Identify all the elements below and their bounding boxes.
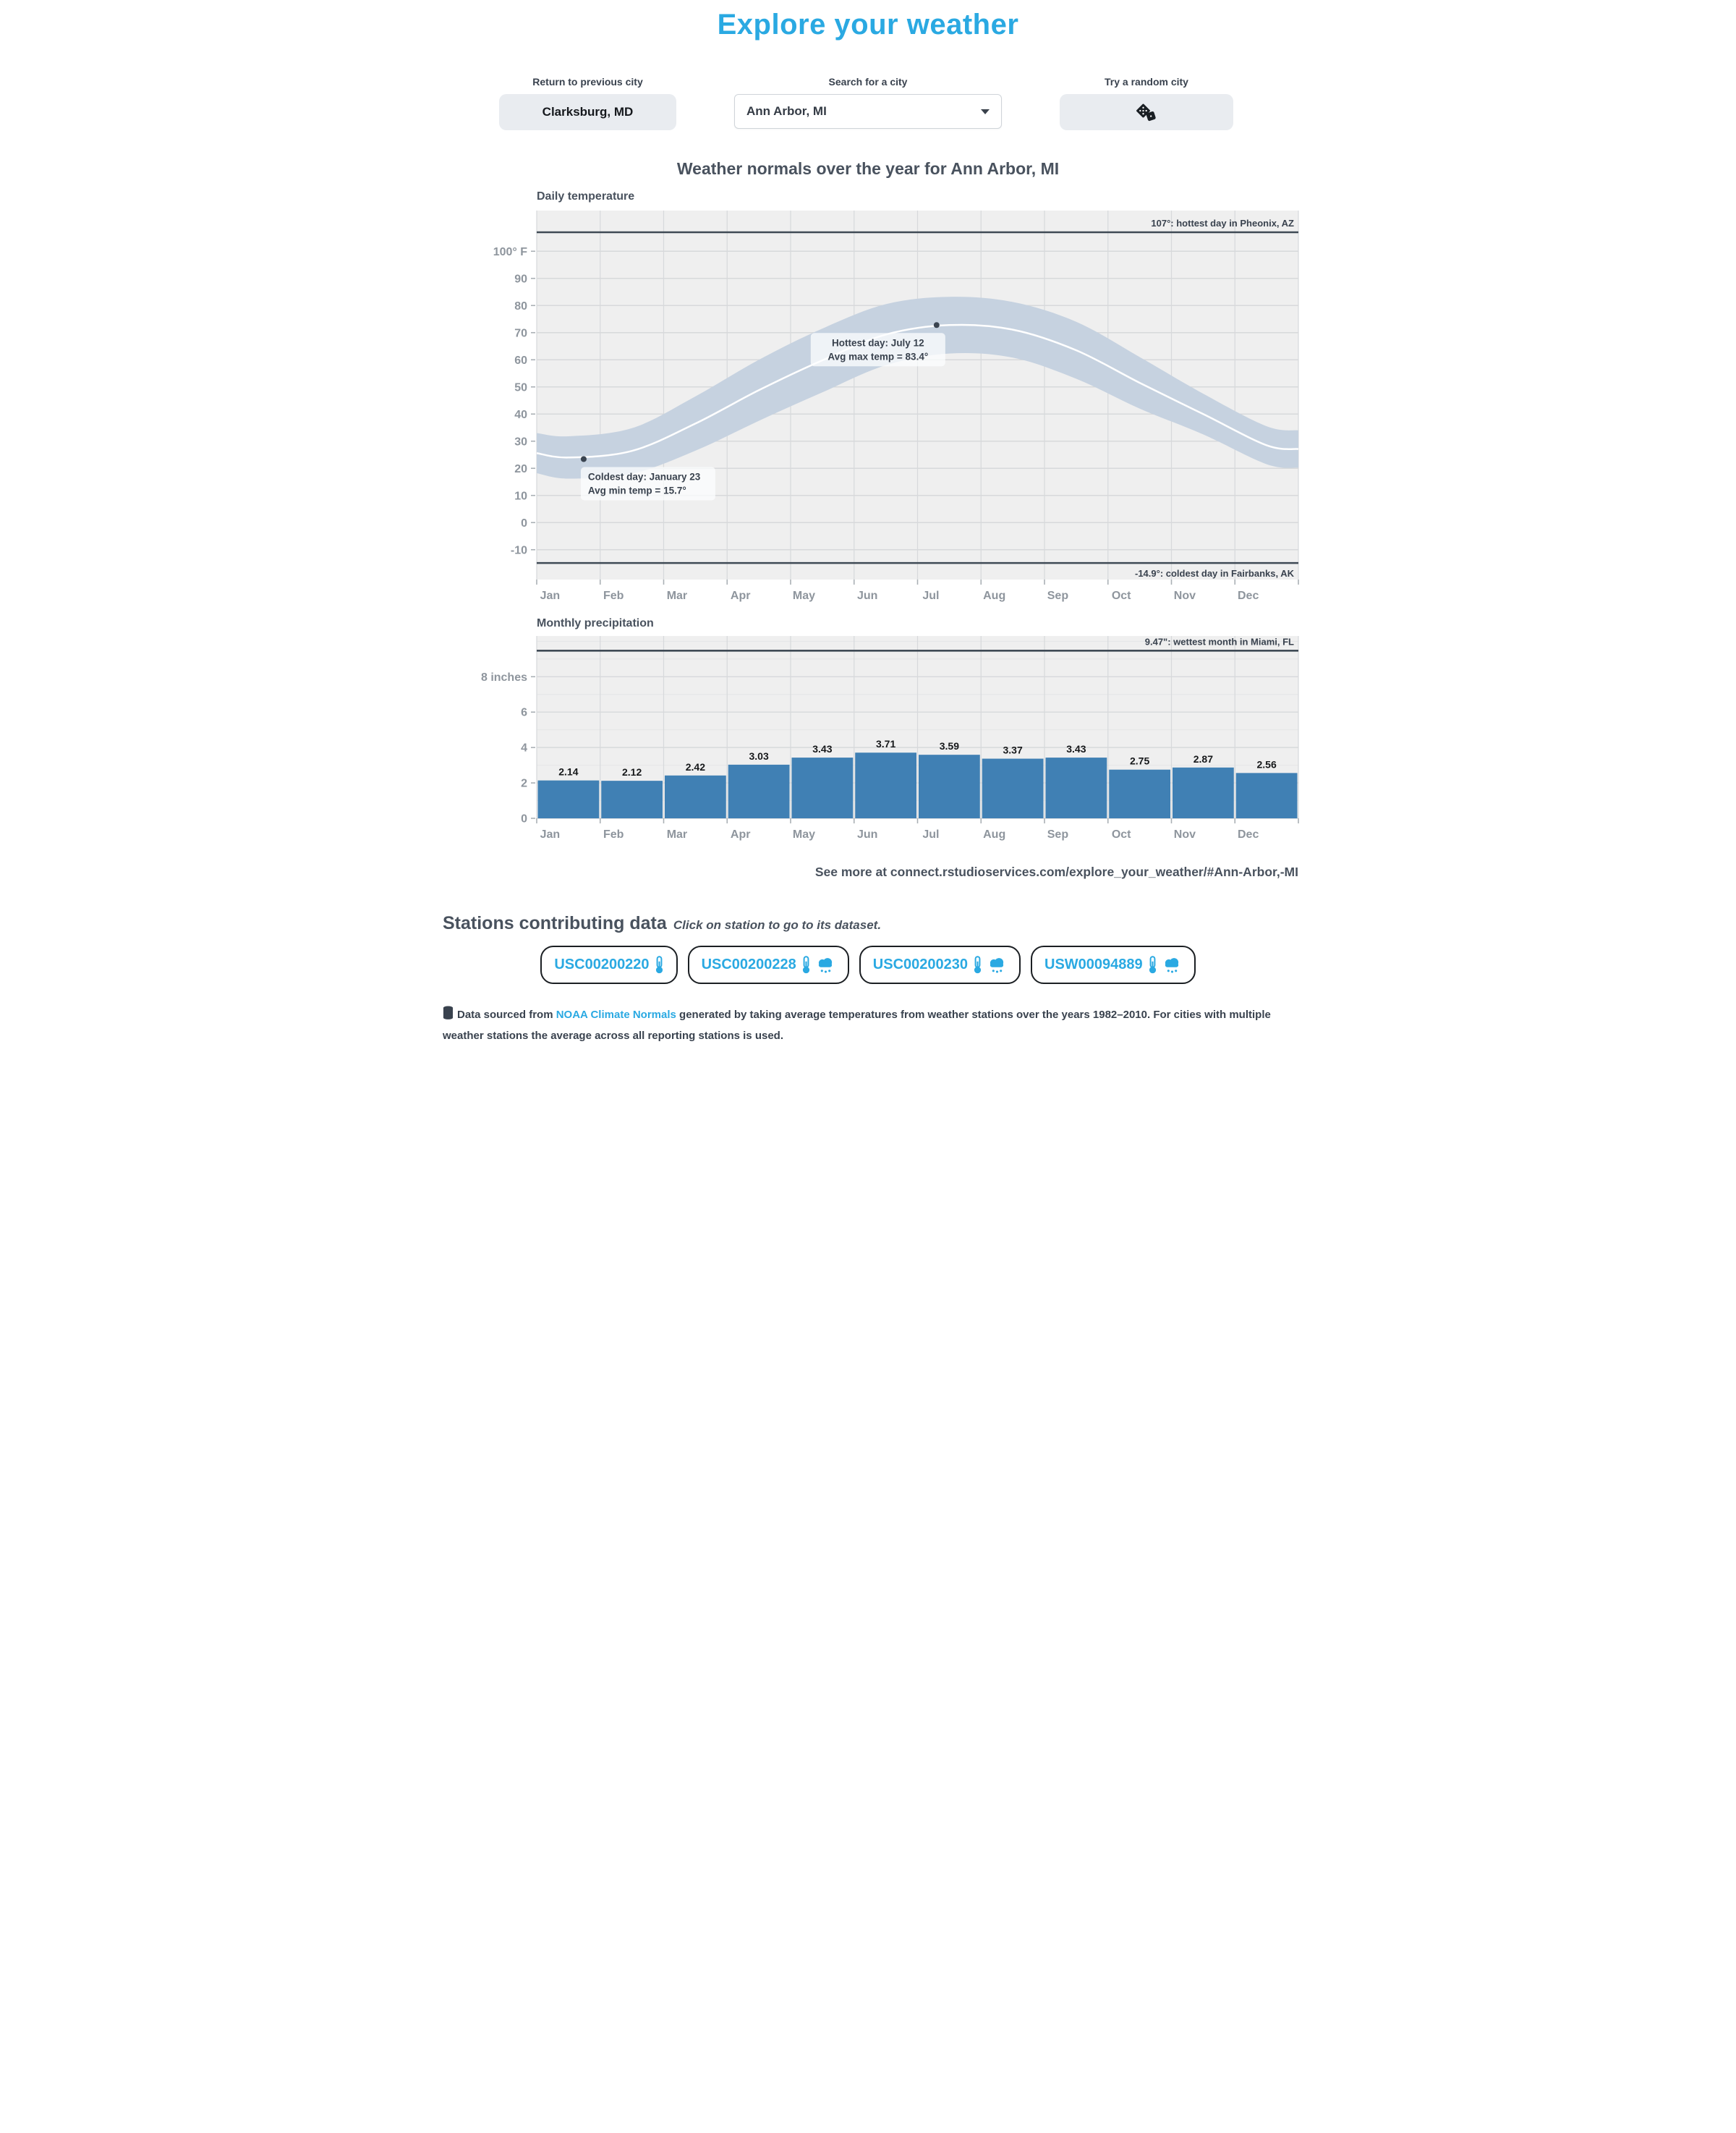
x-tick-label: Aug <box>983 590 1006 602</box>
page <box>434 9 1302 1069</box>
station-button-USW00094889[interactable] <box>1031 946 1196 984</box>
reference-line-label: -14.9°: coldest day in Fairbanks, AK <box>1134 568 1294 580</box>
thermometer-icon <box>973 956 982 974</box>
y-tick-label: 100° F <box>493 245 527 258</box>
x-tick-label: Nov <box>1173 590 1196 602</box>
charts-area <box>477 190 1302 847</box>
precip-bar-apr <box>728 765 790 818</box>
x-tick-label: Apr <box>730 590 751 602</box>
cloud-rain-icon <box>987 956 1007 974</box>
coldest-day-label-line: Coldest day: January 23 <box>587 471 701 483</box>
see-more-caption: See more at connect.rstudioservices.com/explore_your_weather/#Ann-Arbor,-MI <box>814 865 1298 879</box>
bar-value-label: 3.71 <box>876 738 896 750</box>
precip-bar-dec <box>1236 773 1298 818</box>
y-tick-label: 20 <box>514 462 527 475</box>
x-tick-label: Apr <box>730 828 751 841</box>
station-id: USC00200220 <box>554 957 650 972</box>
dice-icon <box>1136 103 1157 122</box>
station-id: USW00094889 <box>1044 957 1143 972</box>
city-select-value: Ann Arbor, MI <box>746 104 827 118</box>
bar-value-label: 3.37 <box>1003 744 1023 756</box>
random-city-control <box>1060 76 1233 130</box>
footer-text-suffix: generated by taking average temperatures from weather stations over the years 1982–2010. For cities with multiple weather stations the average across all reporting stations is used. <box>443 1009 1271 1043</box>
bar-value-label: 3.43 <box>812 743 833 755</box>
x-tick-label: Aug <box>983 828 1006 841</box>
previous-city-label: Return to previous city <box>532 76 643 88</box>
controls-row <box>434 76 1302 130</box>
y-tick-label: 60 <box>514 354 527 367</box>
x-tick-label: Mar <box>666 590 688 602</box>
temp-chart <box>477 206 1302 606</box>
data-source-footer <box>443 1004 1293 1047</box>
charts-header: Weather normals over the year for Ann Arbor, MI <box>676 159 1060 178</box>
station-id: USC00200228 <box>701 957 796 972</box>
bar-value-label: 2.42 <box>685 760 705 773</box>
search-city-control <box>734 76 1002 130</box>
precip-chart-title: Monthly precipitation <box>537 617 654 629</box>
coldest-day-label-line: Avg min temp = 15.7° <box>587 485 686 496</box>
thermometer-icon <box>801 956 811 974</box>
x-tick-label: Oct <box>1111 828 1131 841</box>
x-tick-label: Jun <box>856 590 878 602</box>
temp-chart-title: Daily temperature <box>537 190 635 203</box>
bar-value-label: 3.59 <box>939 740 959 752</box>
bar-value-label: 2.75 <box>1130 755 1150 767</box>
reference-line-label: 9.47": wettest month in Miami, FL <box>1144 636 1294 648</box>
stations-subheader: Click on station to go to its dataset. <box>673 918 882 932</box>
x-tick-label: Sep <box>1047 828 1069 841</box>
x-tick-label: Oct <box>1111 590 1131 602</box>
bar-value-label: 2.87 <box>1193 752 1213 765</box>
x-tick-label: Sep <box>1047 590 1069 602</box>
precip-bar-feb <box>601 781 663 818</box>
bar-value-label: 2.56 <box>1256 758 1277 771</box>
thermometer-icon <box>1148 956 1157 974</box>
y-tick-label: 0 <box>521 517 527 530</box>
hottest-day-marker <box>934 322 940 328</box>
x-tick-label: Jan <box>540 590 561 602</box>
y-tick-label: 10 <box>514 490 527 503</box>
bar-value-label: 2.12 <box>622 766 642 779</box>
x-tick-label: Dec <box>1237 828 1259 841</box>
reference-line-label: 107°: hottest day in Pheonix, AZ <box>1151 218 1294 229</box>
y-tick-label: 50 <box>514 381 527 394</box>
precip-bar-sep <box>1046 758 1107 818</box>
y-tick-label: 2 <box>521 777 527 790</box>
y-tick-label: 90 <box>514 273 527 286</box>
x-tick-label: Jun <box>856 828 878 841</box>
noaa-link[interactable]: NOAA Climate Normals <box>556 1009 676 1021</box>
x-tick-label: Dec <box>1237 590 1259 602</box>
database-icon <box>443 1006 454 1019</box>
y-tick-label: 80 <box>514 300 527 313</box>
precip-bar-may <box>792 758 854 818</box>
bar-value-label: 3.43 <box>1066 743 1086 755</box>
x-tick-label: Jul <box>922 590 940 602</box>
x-tick-label: Feb <box>603 590 624 602</box>
y-tick-label: 0 <box>521 813 527 826</box>
thermometer-icon <box>655 956 664 974</box>
x-tick-label: Jul <box>922 828 940 841</box>
hottest-day-label-line: Avg max temp = 83.4° <box>827 351 929 362</box>
city-select[interactable] <box>734 94 1002 129</box>
y-tick-label: 4 <box>521 742 527 755</box>
station-button-USC00200230[interactable] <box>859 946 1021 984</box>
x-tick-label: Nov <box>1173 828 1196 841</box>
station-button-USC00200228[interactable] <box>688 946 849 984</box>
station-list <box>443 946 1293 984</box>
x-tick-label: Jan <box>540 828 561 841</box>
coldest-day-marker <box>581 457 587 462</box>
previous-city-control <box>499 76 676 130</box>
random-city-button[interactable] <box>1060 94 1233 130</box>
hottest-day-label-line: Hottest day: July 12 <box>832 337 924 349</box>
bar-value-label: 2.14 <box>558 766 579 778</box>
y-tick-label: 40 <box>514 408 527 421</box>
stations-section <box>443 913 1293 984</box>
precip-bar-aug <box>982 759 1044 818</box>
cloud-rain-icon <box>816 956 835 974</box>
bar-value-label: 3.03 <box>749 750 769 762</box>
previous-city-button[interactable]: Clarksburg, MD <box>499 94 676 130</box>
station-id: USC00200230 <box>872 957 968 972</box>
precip-chart <box>477 633 1302 847</box>
random-city-label: Try a random city <box>1105 76 1188 88</box>
precip-bar-mar <box>665 776 726 818</box>
x-tick-label: Feb <box>603 828 624 841</box>
cloud-rain-icon <box>1162 956 1182 974</box>
page-title: Explore your weather <box>717 9 1019 41</box>
y-tick-label: 8 inches <box>480 671 527 684</box>
x-tick-label: Mar <box>666 828 688 841</box>
x-tick-label: May <box>792 590 815 602</box>
precip-bar-nov <box>1173 768 1234 818</box>
precip-bar-jun <box>855 752 916 818</box>
precip-bar-oct <box>1109 770 1170 818</box>
x-tick-label: May <box>792 828 815 841</box>
caret-down-icon <box>981 109 990 114</box>
precip-bar-jul <box>919 755 980 818</box>
precip-bar-jan <box>538 781 600 818</box>
y-tick-label: 30 <box>514 436 527 449</box>
y-tick-label: 70 <box>514 327 527 340</box>
search-city-label: Search for a city <box>828 76 908 88</box>
stations-header: Stations contributing data <box>443 913 667 933</box>
y-tick-label: -10 <box>510 544 527 557</box>
footer-text-prefix: Data sourced from <box>457 1009 556 1021</box>
station-button-USC00200220[interactable] <box>540 946 677 984</box>
y-tick-label: 6 <box>521 706 527 719</box>
